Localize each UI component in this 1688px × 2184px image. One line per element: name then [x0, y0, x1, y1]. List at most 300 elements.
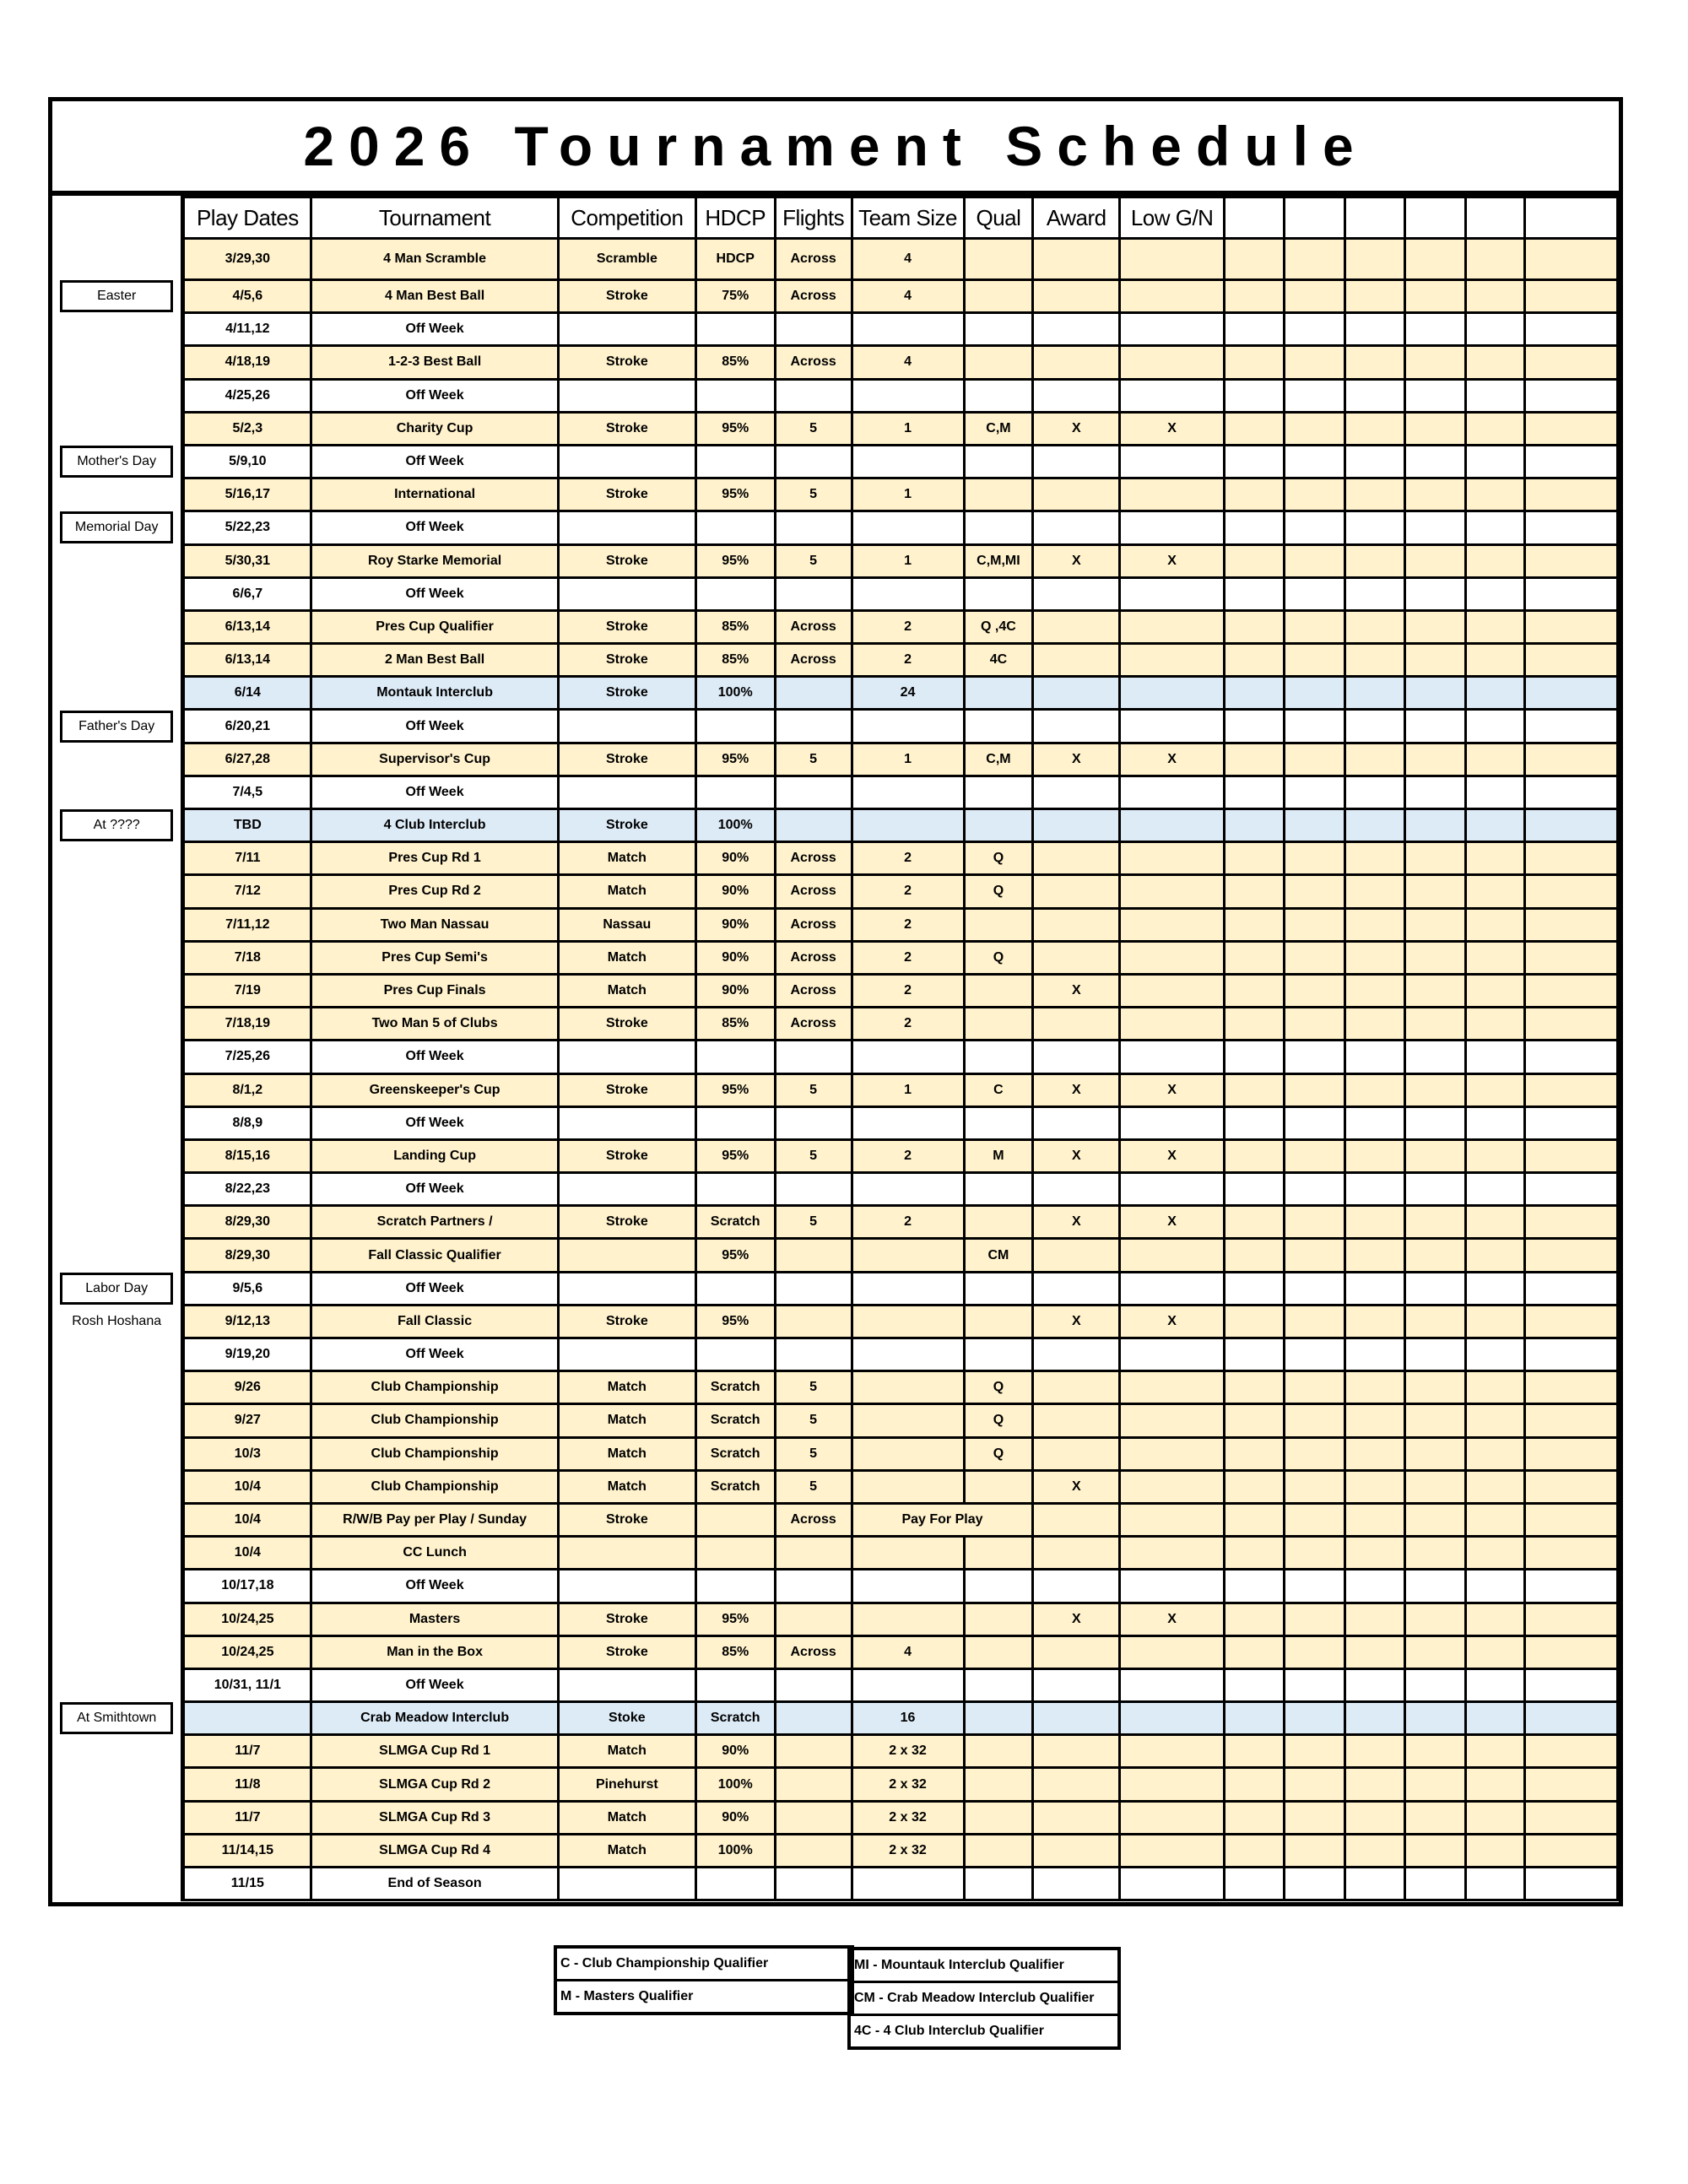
cell-blank: [1284, 379, 1345, 412]
cell-competition: [558, 1173, 695, 1206]
cell-blank: [1525, 1603, 1618, 1635]
cell-flights: [775, 809, 852, 842]
side-label-cell: [52, 710, 183, 743]
cell-award: X: [1033, 412, 1120, 445]
cell-blank: [1225, 941, 1285, 974]
cell-blank: [1345, 1139, 1405, 1172]
cell-blank: [1225, 1603, 1285, 1635]
table-row: [52, 1404, 1618, 1437]
cell-blank: [1525, 577, 1618, 610]
cell-blank: [1405, 1139, 1466, 1172]
cell-blank: [1225, 346, 1285, 379]
cell-blank: [1284, 1305, 1345, 1338]
cell-hdcp: [695, 1570, 775, 1603]
cell-award: [1033, 1735, 1120, 1768]
cell-blank: [1345, 743, 1405, 776]
cell-qual: [964, 710, 1033, 743]
table-row: [52, 412, 1618, 445]
cell-blank: [1345, 239, 1405, 280]
cell-qual: Q: [964, 1404, 1033, 1437]
cell-play-dates: 9/27: [183, 1404, 311, 1437]
cell-team-size: 2: [852, 908, 964, 941]
table-row: [52, 1272, 1618, 1305]
cell-competition: Stroke: [558, 809, 695, 842]
table-row: [52, 875, 1618, 908]
header-blank: [1284, 197, 1345, 239]
cell-tournament: Off Week: [311, 577, 559, 610]
cell-blank: [1345, 379, 1405, 412]
cell-flights: [775, 577, 852, 610]
cell-blank: [1345, 1239, 1405, 1272]
table-row: [52, 346, 1618, 379]
cell-blank: [1525, 544, 1618, 577]
cell-award: [1033, 875, 1120, 908]
cell-tournament: Off Week: [311, 445, 559, 478]
side-label-cell: [52, 610, 183, 643]
cell-blank: [1465, 346, 1525, 379]
side-label-cell: [52, 280, 183, 313]
cell-award: [1033, 1868, 1120, 1900]
cell-play-dates: 5/16,17: [183, 478, 311, 511]
side-label-cell: [52, 1702, 183, 1735]
cell-qual: M: [964, 1139, 1033, 1172]
cell-team-size: [852, 1041, 964, 1073]
cell-blank: [1225, 743, 1285, 776]
cell-flights: [775, 1239, 852, 1272]
cell-play-dates: 7/19: [183, 974, 311, 1007]
table-row: [52, 1041, 1618, 1073]
cell-hdcp: [695, 379, 775, 412]
cell-award: [1033, 239, 1120, 280]
cell-competition: Match: [558, 974, 695, 1007]
cell-blank: [1405, 1735, 1466, 1768]
cell-qual: [964, 1041, 1033, 1073]
cell-low-gn: [1120, 908, 1225, 941]
cell-blank: [1225, 842, 1285, 875]
cell-play-dates: 10/17,18: [183, 1570, 311, 1603]
cell-qual: Q: [964, 1371, 1033, 1404]
cell-qual: 4C: [964, 644, 1033, 677]
cell-blank: [1345, 1768, 1405, 1801]
cell-blank: [1225, 1570, 1285, 1603]
cell-blank: [1405, 1338, 1466, 1371]
table-row: [52, 1603, 1618, 1635]
cell-low-gn: [1120, 842, 1225, 875]
cell-flights: [775, 1041, 852, 1073]
cell-team-size: [852, 1470, 964, 1503]
cell-team-size: 2: [852, 974, 964, 1007]
cell-blank: [1465, 743, 1525, 776]
cell-blank: [1225, 1635, 1285, 1668]
header-row: [52, 197, 1618, 239]
cell-hdcp: 95%: [695, 1603, 775, 1635]
cell-flights: [775, 1537, 852, 1570]
cell-blank: [1284, 908, 1345, 941]
table-row: [52, 842, 1618, 875]
cell-blank: [1465, 610, 1525, 643]
table-row: [52, 1801, 1618, 1834]
cell-blank: [1465, 1239, 1525, 1272]
cell-qual: C,M: [964, 743, 1033, 776]
cell-blank: [1225, 478, 1285, 511]
table-row: [52, 710, 1618, 743]
cell-blank: [1345, 313, 1405, 346]
cell-hdcp: [695, 1537, 775, 1570]
cell-blank: [1225, 511, 1285, 544]
cell-award: [1033, 1338, 1120, 1371]
cell-blank: [1345, 1371, 1405, 1404]
cell-low-gn: [1120, 239, 1225, 280]
cell-competition: Match: [558, 1404, 695, 1437]
cell-competition: Stroke: [558, 1305, 695, 1338]
side-label-cell: [52, 908, 183, 941]
cell-blank: [1284, 511, 1345, 544]
cell-tournament: Crab Meadow Interclub: [311, 1702, 559, 1735]
cell-blank: [1405, 239, 1466, 280]
cell-blank: [1345, 1570, 1405, 1603]
cell-blank: [1405, 1437, 1466, 1470]
cell-blank: [1525, 875, 1618, 908]
cell-play-dates: 7/11,12: [183, 908, 311, 941]
cell-blank: [1525, 1008, 1618, 1041]
cell-blank: [1465, 908, 1525, 941]
cell-blank: [1465, 809, 1525, 842]
cell-blank: [1345, 1702, 1405, 1735]
cell-hdcp: HDCP: [695, 239, 775, 280]
cell-competition: Stroke: [558, 1635, 695, 1668]
cell-tournament: Off Week: [311, 1106, 559, 1139]
cell-blank: [1465, 1008, 1525, 1041]
cell-blank: [1465, 1735, 1525, 1768]
cell-award: [1033, 577, 1120, 610]
cell-tournament: Montauk Interclub: [311, 677, 559, 710]
cell-blank: [1345, 610, 1405, 643]
cell-play-dates: 6/27,28: [183, 743, 311, 776]
cell-blank: [1525, 1404, 1618, 1437]
cell-play-dates: TBD: [183, 809, 311, 842]
cell-team-size: 4: [852, 280, 964, 313]
cell-play-dates: 9/26: [183, 1371, 311, 1404]
cell-qual: [964, 1768, 1033, 1801]
cell-blank: [1525, 280, 1618, 313]
cell-tournament: Greenskeeper's Cup: [311, 1073, 559, 1106]
cell-blank: [1225, 1668, 1285, 1701]
cell-blank: [1465, 379, 1525, 412]
cell-blank: [1525, 842, 1618, 875]
cell-play-dates: 4/5,6: [183, 280, 311, 313]
header-low-gn: Low G/N: [1120, 197, 1225, 239]
cell-blank: [1345, 875, 1405, 908]
cell-flights: [775, 379, 852, 412]
table-row: [52, 941, 1618, 974]
header-play-dates: Play Dates: [183, 197, 311, 239]
header-team-size: Team Size: [852, 197, 964, 239]
cell-blank: [1225, 412, 1285, 445]
cell-tournament: Off Week: [311, 710, 559, 743]
table-row: [52, 1570, 1618, 1603]
cell-blank: [1225, 1041, 1285, 1073]
cell-low-gn: [1120, 1173, 1225, 1206]
side-label-cell: [52, 1272, 183, 1305]
cell-flights: Across: [775, 644, 852, 677]
cell-team-size: [852, 710, 964, 743]
cell-team-size: 16: [852, 1702, 964, 1735]
legend-item-mi: MI - Mountauk Interclub Qualifier: [854, 1958, 1064, 1972]
cell-blank: [1465, 1139, 1525, 1172]
cell-blank: [1284, 677, 1345, 710]
cell-low-gn: [1120, 1437, 1225, 1470]
cell-blank: [1284, 1768, 1345, 1801]
cell-hdcp: 95%: [695, 743, 775, 776]
cell-blank: [1284, 1603, 1345, 1635]
cell-blank: [1405, 346, 1466, 379]
table-row: [52, 1470, 1618, 1503]
header-flights: Flights: [775, 197, 852, 239]
legend-left: [554, 1945, 854, 2015]
cell-blank: [1405, 313, 1466, 346]
cell-competition: Stroke: [558, 1073, 695, 1106]
cell-blank: [1284, 1041, 1345, 1073]
cell-play-dates: 7/18,19: [183, 1008, 311, 1041]
side-label-cell: [52, 511, 183, 544]
cell-qual: [964, 1702, 1033, 1735]
cell-blank: [1465, 644, 1525, 677]
cell-hdcp: [695, 1503, 775, 1536]
cell-flights: 5: [775, 1139, 852, 1172]
table-row: [52, 379, 1618, 412]
cell-award: [1033, 478, 1120, 511]
cell-blank: [1284, 1635, 1345, 1668]
cell-flights: [775, 710, 852, 743]
cell-competition: Stroke: [558, 412, 695, 445]
cell-competition: [558, 445, 695, 478]
cell-blank: [1465, 941, 1525, 974]
header-qual: Qual: [964, 197, 1033, 239]
cell-play-dates: 9/12,13: [183, 1305, 311, 1338]
side-label-cell: [52, 1603, 183, 1635]
cell-blank: [1465, 710, 1525, 743]
legend-right: [847, 1947, 1121, 2050]
cell-flights: 5: [775, 1437, 852, 1470]
cell-blank: [1465, 1272, 1525, 1305]
cell-award: X: [1033, 1305, 1120, 1338]
cell-blank: [1345, 1106, 1405, 1139]
cell-low-gn: [1120, 1008, 1225, 1041]
cell-play-dates: 9/5,6: [183, 1272, 311, 1305]
cell-blank: [1525, 610, 1618, 643]
table-row: [52, 1239, 1618, 1272]
cell-blank: [1225, 1801, 1285, 1834]
cell-play-dates: 6/13,14: [183, 644, 311, 677]
cell-award: [1033, 1008, 1120, 1041]
cell-blank: [1465, 1437, 1525, 1470]
cell-award: [1033, 842, 1120, 875]
cell-tournament: Fall Classic: [311, 1305, 559, 1338]
cell-qual: Q: [964, 875, 1033, 908]
cell-award: [1033, 1404, 1120, 1437]
cell-hdcp: 95%: [695, 1239, 775, 1272]
cell-award: [1033, 610, 1120, 643]
cell-blank: [1284, 1008, 1345, 1041]
cell-low-gn: X: [1120, 1139, 1225, 1172]
cell-blank: [1465, 1404, 1525, 1437]
cell-flights: Across: [775, 875, 852, 908]
cell-flights: [775, 1768, 852, 1801]
cell-qual: [964, 1537, 1033, 1570]
table-row: [52, 1008, 1618, 1041]
cell-play-dates: 7/11: [183, 842, 311, 875]
cell-blank: [1405, 412, 1466, 445]
header-award: Award: [1033, 197, 1120, 239]
cell-low-gn: [1120, 1272, 1225, 1305]
cell-hdcp: 90%: [695, 1735, 775, 1768]
cell-hdcp: 100%: [695, 1834, 775, 1867]
table-row: [52, 1437, 1618, 1470]
table-row: [52, 974, 1618, 1007]
cell-blank: [1525, 511, 1618, 544]
cell-low-gn: [1120, 1371, 1225, 1404]
cell-qual: [964, 1206, 1033, 1239]
cell-blank: [1225, 1404, 1285, 1437]
cell-blank: [1225, 610, 1285, 643]
cell-team-size: 4: [852, 1635, 964, 1668]
cell-blank: [1405, 776, 1466, 808]
cell-qual: CM: [964, 1239, 1033, 1272]
side-label: At ????: [60, 809, 173, 841]
table-row: [52, 1537, 1618, 1570]
cell-team-size: 1: [852, 478, 964, 511]
cell-blank: [1405, 1668, 1466, 1701]
cell-hdcp: [695, 445, 775, 478]
cell-blank: [1345, 1470, 1405, 1503]
cell-blank: [1465, 1470, 1525, 1503]
cell-blank: [1405, 1305, 1466, 1338]
cell-award: [1033, 379, 1120, 412]
side-label-cell: [52, 1371, 183, 1404]
cell-blank: [1284, 1404, 1345, 1437]
cell-qual: [964, 1570, 1033, 1603]
cell-competition: Stroke: [558, 1206, 695, 1239]
page-title: 2026 Tournament Schedule: [52, 101, 1619, 196]
cell-blank: [1405, 1041, 1466, 1073]
cell-competition: Match: [558, 941, 695, 974]
cell-tournament: Off Week: [311, 379, 559, 412]
table-row: [52, 1668, 1618, 1701]
cell-blank: [1345, 1834, 1405, 1867]
side-label-cell: [52, 1073, 183, 1106]
cell-blank: [1405, 941, 1466, 974]
cell-blank: [1345, 1603, 1405, 1635]
side-label: At Smithtown: [60, 1702, 173, 1734]
cell-blank: [1405, 379, 1466, 412]
cell-play-dates: 8/1,2: [183, 1073, 311, 1106]
cell-team-size: [852, 1537, 964, 1570]
cell-low-gn: [1120, 677, 1225, 710]
cell-blank: [1405, 1371, 1466, 1404]
cell-flights: Across: [775, 280, 852, 313]
cell-play-dates: 11/14,15: [183, 1834, 311, 1867]
cell-low-gn: [1120, 511, 1225, 544]
cell-tournament: CC Lunch: [311, 1537, 559, 1570]
cell-flights: 5: [775, 1206, 852, 1239]
cell-blank: [1405, 1239, 1466, 1272]
cell-play-dates: 11/8: [183, 1768, 311, 1801]
cell-blank: [1465, 1305, 1525, 1338]
cell-low-gn: [1120, 280, 1225, 313]
cell-award: [1033, 313, 1120, 346]
cell-blank: [1225, 1735, 1285, 1768]
cell-tournament: International: [311, 478, 559, 511]
cell-blank: [1525, 1239, 1618, 1272]
header-blank: [1405, 197, 1466, 239]
cell-play-dates: 8/22,23: [183, 1173, 311, 1206]
cell-blank: [1405, 280, 1466, 313]
cell-hdcp: [695, 710, 775, 743]
cell-team-size: 2 x 32: [852, 1768, 964, 1801]
side-label: Memorial Day: [60, 511, 173, 543]
cell-award: [1033, 908, 1120, 941]
cell-tournament: Off Week: [311, 511, 559, 544]
cell-blank: [1345, 1073, 1405, 1106]
cell-low-gn: [1120, 1239, 1225, 1272]
side-label-cell: [52, 974, 183, 1007]
cell-low-gn: [1120, 1668, 1225, 1701]
cell-blank: [1405, 610, 1466, 643]
side-label-cell: [52, 941, 183, 974]
cell-play-dates: 8/8,9: [183, 1106, 311, 1139]
cell-tournament: Off Week: [311, 1272, 559, 1305]
cell-blank: [1525, 1801, 1618, 1834]
cell-team-size: [852, 1338, 964, 1371]
side-label-cell: [52, 1470, 183, 1503]
cell-blank: [1284, 1537, 1345, 1570]
cell-blank: [1525, 478, 1618, 511]
side-label-cell: [52, 1570, 183, 1603]
side-label-cell: [52, 1834, 183, 1867]
cell-blank: [1525, 941, 1618, 974]
side-label-cell: [52, 875, 183, 908]
cell-blank: [1225, 544, 1285, 577]
cell-award: [1033, 280, 1120, 313]
cell-tournament: SLMGA Cup Rd 4: [311, 1834, 559, 1867]
cell-competition: Match: [558, 1801, 695, 1834]
schedule-frame: [48, 97, 1623, 1906]
cell-blank: [1405, 1635, 1466, 1668]
cell-blank: [1525, 1041, 1618, 1073]
cell-blank: [1405, 1603, 1466, 1635]
cell-tournament: SLMGA Cup Rd 3: [311, 1801, 559, 1834]
cell-blank: [1405, 1106, 1466, 1139]
cell-competition: Stroke: [558, 478, 695, 511]
side-label-cell: [52, 1503, 183, 1536]
cell-blank: [1525, 1702, 1618, 1735]
cell-blank: [1284, 875, 1345, 908]
cell-flights: [775, 1834, 852, 1867]
cell-team-size: [852, 1437, 964, 1470]
cell-play-dates: 4/25,26: [183, 379, 311, 412]
cell-flights: [775, 445, 852, 478]
cell-award: X: [1033, 743, 1120, 776]
cell-blank: [1225, 379, 1285, 412]
cell-low-gn: X: [1120, 412, 1225, 445]
cell-team-size: [852, 313, 964, 346]
cell-blank: [1405, 1470, 1466, 1503]
cell-qual: [964, 1470, 1033, 1503]
cell-blank: [1225, 1868, 1285, 1900]
cell-blank: [1465, 577, 1525, 610]
cell-qual: [964, 1735, 1033, 1768]
cell-hdcp: 95%: [695, 1139, 775, 1172]
